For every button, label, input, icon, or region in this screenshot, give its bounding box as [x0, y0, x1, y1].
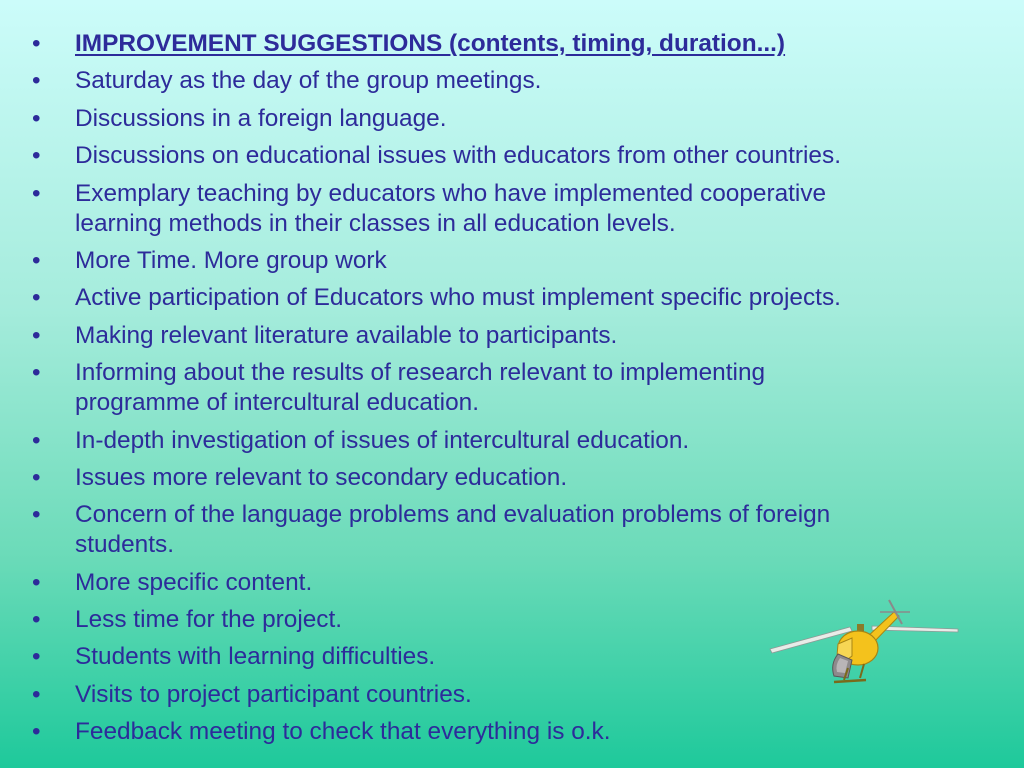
bullet-marker: • — [32, 568, 41, 596]
list-item-text: Less time for the project. — [75, 606, 343, 634]
bullet-marker: • — [32, 463, 41, 491]
bullet-marker: • — [32, 284, 41, 312]
list-item-text: More Time. More group work — [75, 246, 387, 274]
list-item — [32, 141, 992, 171]
bullet-marker: • — [32, 643, 41, 671]
list-item-text: students. — [75, 531, 174, 559]
bullet-marker: • — [32, 680, 41, 708]
list-item-text: Saturday as the day of the group meetings. — [75, 67, 542, 95]
heading-text: IMPROVEMENT SUGGESTIONS (contents, timing, duration...) — [75, 30, 786, 57]
list-item-text: Exemplary teaching by educators who have implemented cooperative — [75, 179, 827, 207]
list-item — [32, 358, 992, 418]
list-item — [32, 463, 992, 493]
list-item-text: Issues more relevant to secondary education. — [75, 463, 568, 491]
heading-item — [32, 29, 992, 59]
bullet-marker: • — [32, 104, 41, 132]
bullet-marker: • — [32, 30, 41, 57]
bullet-marker: • — [32, 359, 41, 387]
list-item-text: learning methods in their classes in all education levels. — [75, 209, 676, 237]
list-item — [32, 104, 992, 134]
list-item — [32, 321, 992, 351]
list-item — [32, 426, 992, 456]
list-item-text: Discussions on educational issues with educators from other countries. — [75, 142, 841, 170]
bullet-marker: • — [32, 718, 41, 746]
list-item-text: Visits to project participant countries. — [75, 680, 472, 708]
list-item — [32, 500, 992, 560]
bullet-marker: • — [32, 426, 41, 454]
list-item — [32, 717, 992, 747]
list-item-text: programme of intercultural education. — [75, 389, 480, 417]
list-item-text: Discussions in a foreign language. — [75, 104, 447, 132]
list-item-text: Active participation of Educators who must implement specific projects. — [75, 284, 841, 312]
list-item-text: Informing about the results of research relevant to implementing — [75, 359, 766, 387]
bullet-marker: • — [32, 501, 41, 529]
list-item — [32, 246, 992, 276]
list-item-text: Students with learning difficulties. — [75, 643, 436, 671]
bullet-marker: • — [32, 179, 41, 207]
bullet-marker: • — [32, 142, 41, 170]
list-item — [32, 66, 992, 96]
list-item — [32, 179, 992, 239]
bullet-marker: • — [32, 606, 41, 634]
list-item-text: Making relevant literature available to participants. — [75, 321, 618, 349]
list-item — [32, 283, 992, 313]
list-item — [32, 568, 992, 598]
list-item-text: More specific content. — [75, 568, 313, 596]
bullet-marker: • — [32, 67, 41, 95]
list-item-text: In-depth investigation of issues of intercultural education. — [75, 426, 690, 454]
bullet-marker: • — [32, 246, 41, 274]
helicopter-icon — [768, 598, 960, 688]
bullet-marker: • — [32, 321, 41, 349]
list-item-text: Feedback meeting to check that everything is o.k. — [75, 718, 611, 746]
list-item-text: Concern of the language problems and evaluation problems of foreign — [75, 501, 831, 529]
